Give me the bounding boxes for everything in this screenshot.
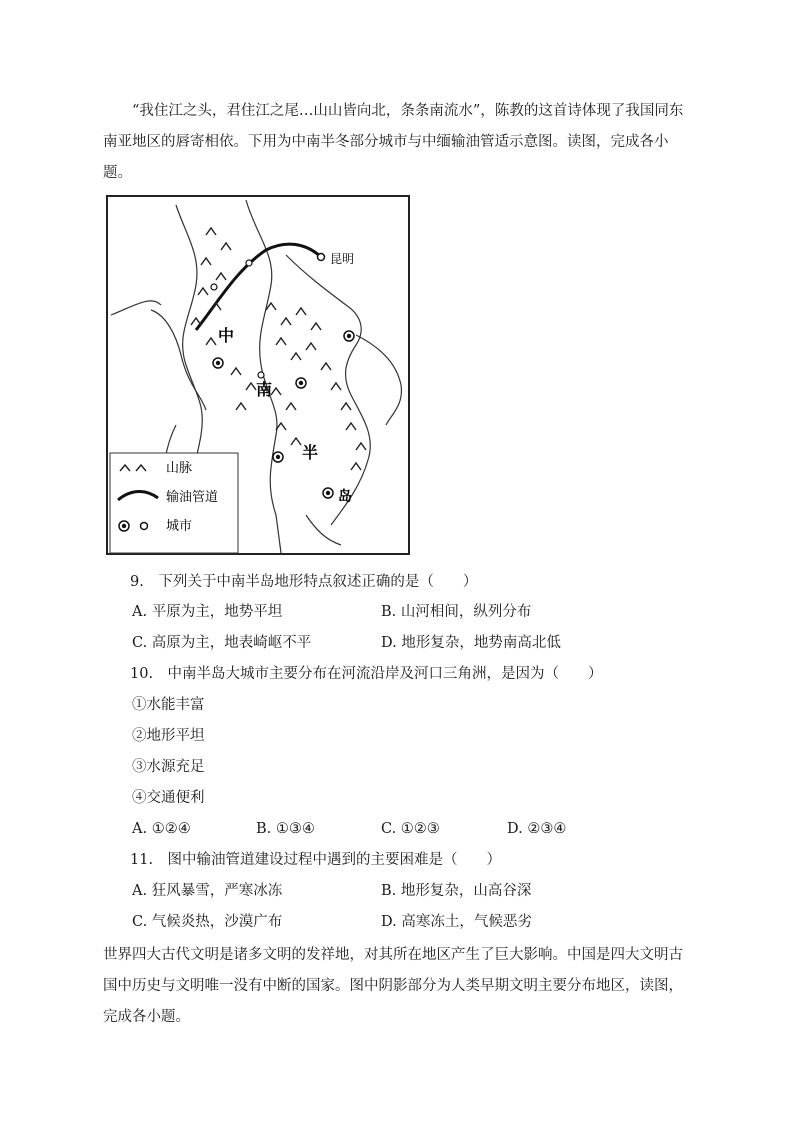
peninsula-char-2: 南 bbox=[256, 380, 273, 399]
question-10-option-c: C. ①②③ bbox=[381, 821, 440, 837]
city-label-kunming: 昆明 bbox=[330, 252, 355, 266]
question-11-option-a: A. 狂风暴雪，严寒冰冻 bbox=[132, 883, 283, 899]
question-11-option-c: C. 气候炎热，沙漠广布 bbox=[132, 914, 283, 930]
indochina-pipeline-map bbox=[106, 195, 418, 557]
question-9-stem: 9. 下列关于中南半岛地形特点叙述正确的是（ ） bbox=[130, 574, 478, 590]
peninsula-char-3: 半 bbox=[302, 443, 319, 462]
intro-paragraph-2: 世界四大古代文明是诸多文明的发祥地，对其所在地区产生了巨大影响。中国是四大文明古国中历史与文明唯一没有中断的国家。图中阴影部分为人类早期文明主要分布地区，读图，完成各小题。 bbox=[103, 947, 683, 1025]
legend-cities-label: 城市 bbox=[166, 519, 193, 534]
question-11-stem: 11. 图中输油管道建设过程中遇到的主要困难是（ ） bbox=[130, 852, 502, 868]
question-10-item-1: ①水能丰富 bbox=[132, 697, 205, 713]
map-legend bbox=[110, 453, 238, 553]
question-11-option-d: D. 高寒冻土，气候恶劣 bbox=[381, 914, 532, 930]
question-10-item-2: ②地形平坦 bbox=[132, 728, 205, 744]
question-10-option-a: A. ①②④ bbox=[132, 821, 191, 837]
question-9-option-b: B. 山河相间，纵列分布 bbox=[381, 604, 532, 620]
question-9-option-c: C. 高原为主，地表崎岖不平 bbox=[132, 635, 312, 651]
peninsula-char-1: 中 bbox=[218, 326, 235, 345]
question-10-item-4: ④交通便利 bbox=[132, 790, 205, 806]
question-10-option-d: D. ②③④ bbox=[507, 821, 567, 837]
question-10-item-3: ③水源充足 bbox=[132, 759, 205, 775]
question-11-option-b: B. 地形复杂，山高谷深 bbox=[381, 883, 532, 899]
legend-mountains-label: 山脉 bbox=[166, 461, 193, 476]
question-9-option-a: A. 平原为主，地势平坦 bbox=[132, 604, 283, 620]
peninsula-char-4: 岛 bbox=[338, 489, 352, 505]
question-10-option-b: B. ①③④ bbox=[256, 821, 315, 837]
intro-paragraph-1: “我住江之头，君住江之尾…山山皆向北，条条南流水”，陈教的这首诗体现了我国同东南亚地区的唇寄相依。下用为中南半冬部分城市与中缅输油管适示意图。读图，完成各小题。 bbox=[103, 103, 684, 181]
question-9-option-d: D. 地形复杂，地势南高北低 bbox=[381, 635, 561, 651]
legend-pipeline-label: 输油管道 bbox=[166, 490, 219, 505]
question-10-stem: 10. 中南半岛大城市主要分布在河流沿岸及河口三角洲，是因为（ ） bbox=[130, 666, 603, 682]
